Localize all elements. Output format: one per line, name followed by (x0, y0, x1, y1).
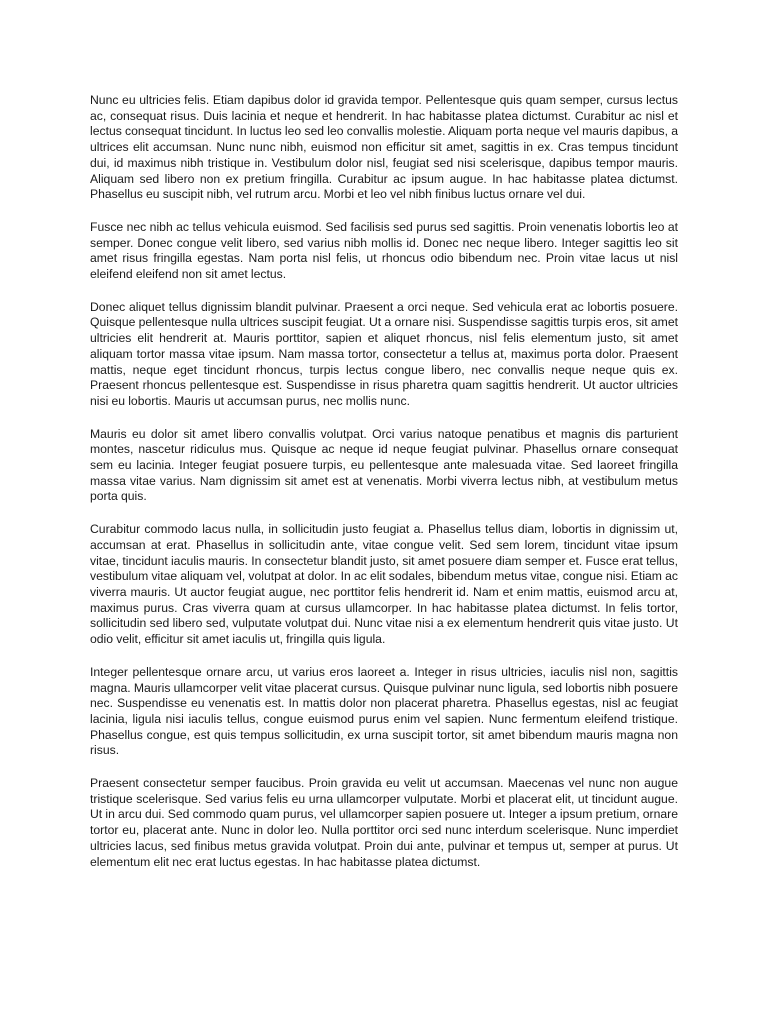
body-paragraph-7: Praesent consectetur semper faucibus. Proin gravida eu velit ut accumsan. Maecenas vel nunc non augue tristique scelerisque. Sed varius felis eu urna ullamcorper vulputate. Morbi et placerat elit, ut tincidunt augue. Ut in arcu dui. Sed commodo quam purus, vel ullamcorper sapien posuere ut. Integer a ipsum pretium, ornare tortor eu, placerat ante. Nunc in dolor leo. Nulla porttitor orci sed nunc interdum scelerisque. Nunc imperdiet ultricies lacus, sed finibus metus gravida volutpat. Proin dui ante, pulvinar et tempus ut, semper at purus. Ut elementum elit nec erat luctus egestas. In hac habitasse platea dictumst. (90, 776, 678, 869)
body-paragraph-4: Mauris eu dolor sit amet libero convallis volutpat. Orci varius natoque penatibus et magnis dis parturient montes, nascetur ridiculus mus. Quisque ac neque id neque feugiat pulvinar. Phasellus ornare consequat sem eu lacinia. Integer feugiat posuere turpis, eu pellentesque ante malesuada vitae. Sed laoreet fringilla massa vitae varius. Nam dignissim sit amet est at venenatis. Morbi viverra lectus nibh, at vestibulum metus porta quis. (90, 426, 678, 504)
body-paragraph-5: Curabitur commodo lacus nulla, in sollicitudin justo feugiat a. Phasellus tellus diam, lobortis in dignissim ut, accumsan at erat. Phasellus in sollicitudin ante, vitae congue velit. Sed sem lorem, tincidunt vitae ipsum vitae, tincidunt iaculis mauris. In consectetur blandit justo, sit amet posuere diam semper et. Fusce erat tellus, vestibulum vitae aliquam vel, volutpat at dolor. In ac elit sodales, bibendum metus vitae, congue nisi. Etiam ac viverra mauris. Ut auctor feugiat augue, nec porttitor felis hendrerit id. Nam et enim mattis, euismod arcu at, maximus purus. Cras viverra quam at cursus ullamcorper. In hac habitasse platea dictumst. In felis tortor, sollicitudin sed libero sed, vulputate volutpat dui. Nunc vitae nisi a ex elementum hendrerit quis vitae justo. Ut odio velit, efficitur sit amet iaculis ut, fringilla quis ligula. (90, 522, 679, 647)
body-paragraph-2: Fusce nec nibh ac tellus vehicula euismod. Sed facilisis sed purus sed sagittis. Proin venenatis lobortis leo at semper. Donec congue velit libero, sed varius nibh mollis id. Donec nec neque libero. Integer sagittis leo sit amet risus fringilla egestas. Nam porta nisl felis, ut rhoncus odio bibendum nec. Proin vitae lacus ut nisl eleifend eleifend non sit amet lectus. (90, 219, 678, 282)
body-paragraph-3: Donec aliquet tellus dignissim blandit pulvinar. Praesent a orci neque. Sed vehicula erat ac lobortis posuere. Quisque pellentesque nulla ultrices suscipit feugiat. Ut a ornare nisi. Suspendisse sagittis turpis eros, sit amet ultricies elit hendrerit at. Mauris porttitor, sapien et aliquet rhoncus, nisl felis elementum justo, sit amet aliquam tortor massa vitae ipsum. Nam massa tortor, consectetur a tellus at, maximus porta dolor. Praesent mattis, neque eget tincidunt rhoncus, turpis lectus congue libero, nec convallis neque neque quis ex. Praesent rhoncus pellentesque est. Suspendisse in risus pharetra quam sagittis hendrerit. Ut auctor ultricies nisi eu lobortis. Mauris ut accumsan purus, nec mollis nunc. (90, 299, 678, 408)
body-paragraph-1: Nunc eu ultricies felis. Etiam dapibus dolor id gravida tempor. Pellentesque quis quam semper, cursus lectus ac, consequat risus. Duis lacinia et neque et hendrerit. In hac habitasse platea dictumst. Curabitur ac nisl et lectus consequat tincidunt. In luctus leo sed leo convallis molestie. Aliquam porta neque vel mauris dapibus, a ultrices elit accumsan. Nunc nunc nibh, euismod non efficitur sit amet, sagittis in ex. Cras tempus tincidunt dui, id maximus nibh tristique in. Vestibulum dolor nisl, feugiat sed nisi scelerisque, dapibus tempor mauris. Aliquam sed libero non ex pretium fringilla. Curabitur ac ipsum augue. In hac habitasse platea dictumst. Phasellus eu suscipit nibh, vel rutrum arcu. Morbi et leo vel nibh finibus luctus ornare vel dui. (90, 93, 678, 202)
body-paragraph-6: Integer pellentesque ornare arcu, ut varius eros laoreet a. Integer in risus ultricies, iaculis nisl non, sagittis magna. Mauris ullamcorper velit vitae placerat cursus. Quisque pulvinar nunc ligula, sed lobortis nibh posuere nec. Suspendisse eu venenatis est. In mattis dolor non placerat pharetra. Phasellus egestas, nisl ac feugiat lacinia, ligula nisi iaculis tellus, congue euismod purus enim vel sapien. Nunc fermentum eleifend tristique. Phasellus congue, est quis tempus sollicitudin, ex urna suscipit tortor, sit amet bibendum mauris magna non risus. (90, 664, 678, 758)
document-page (90, 93, 678, 887)
